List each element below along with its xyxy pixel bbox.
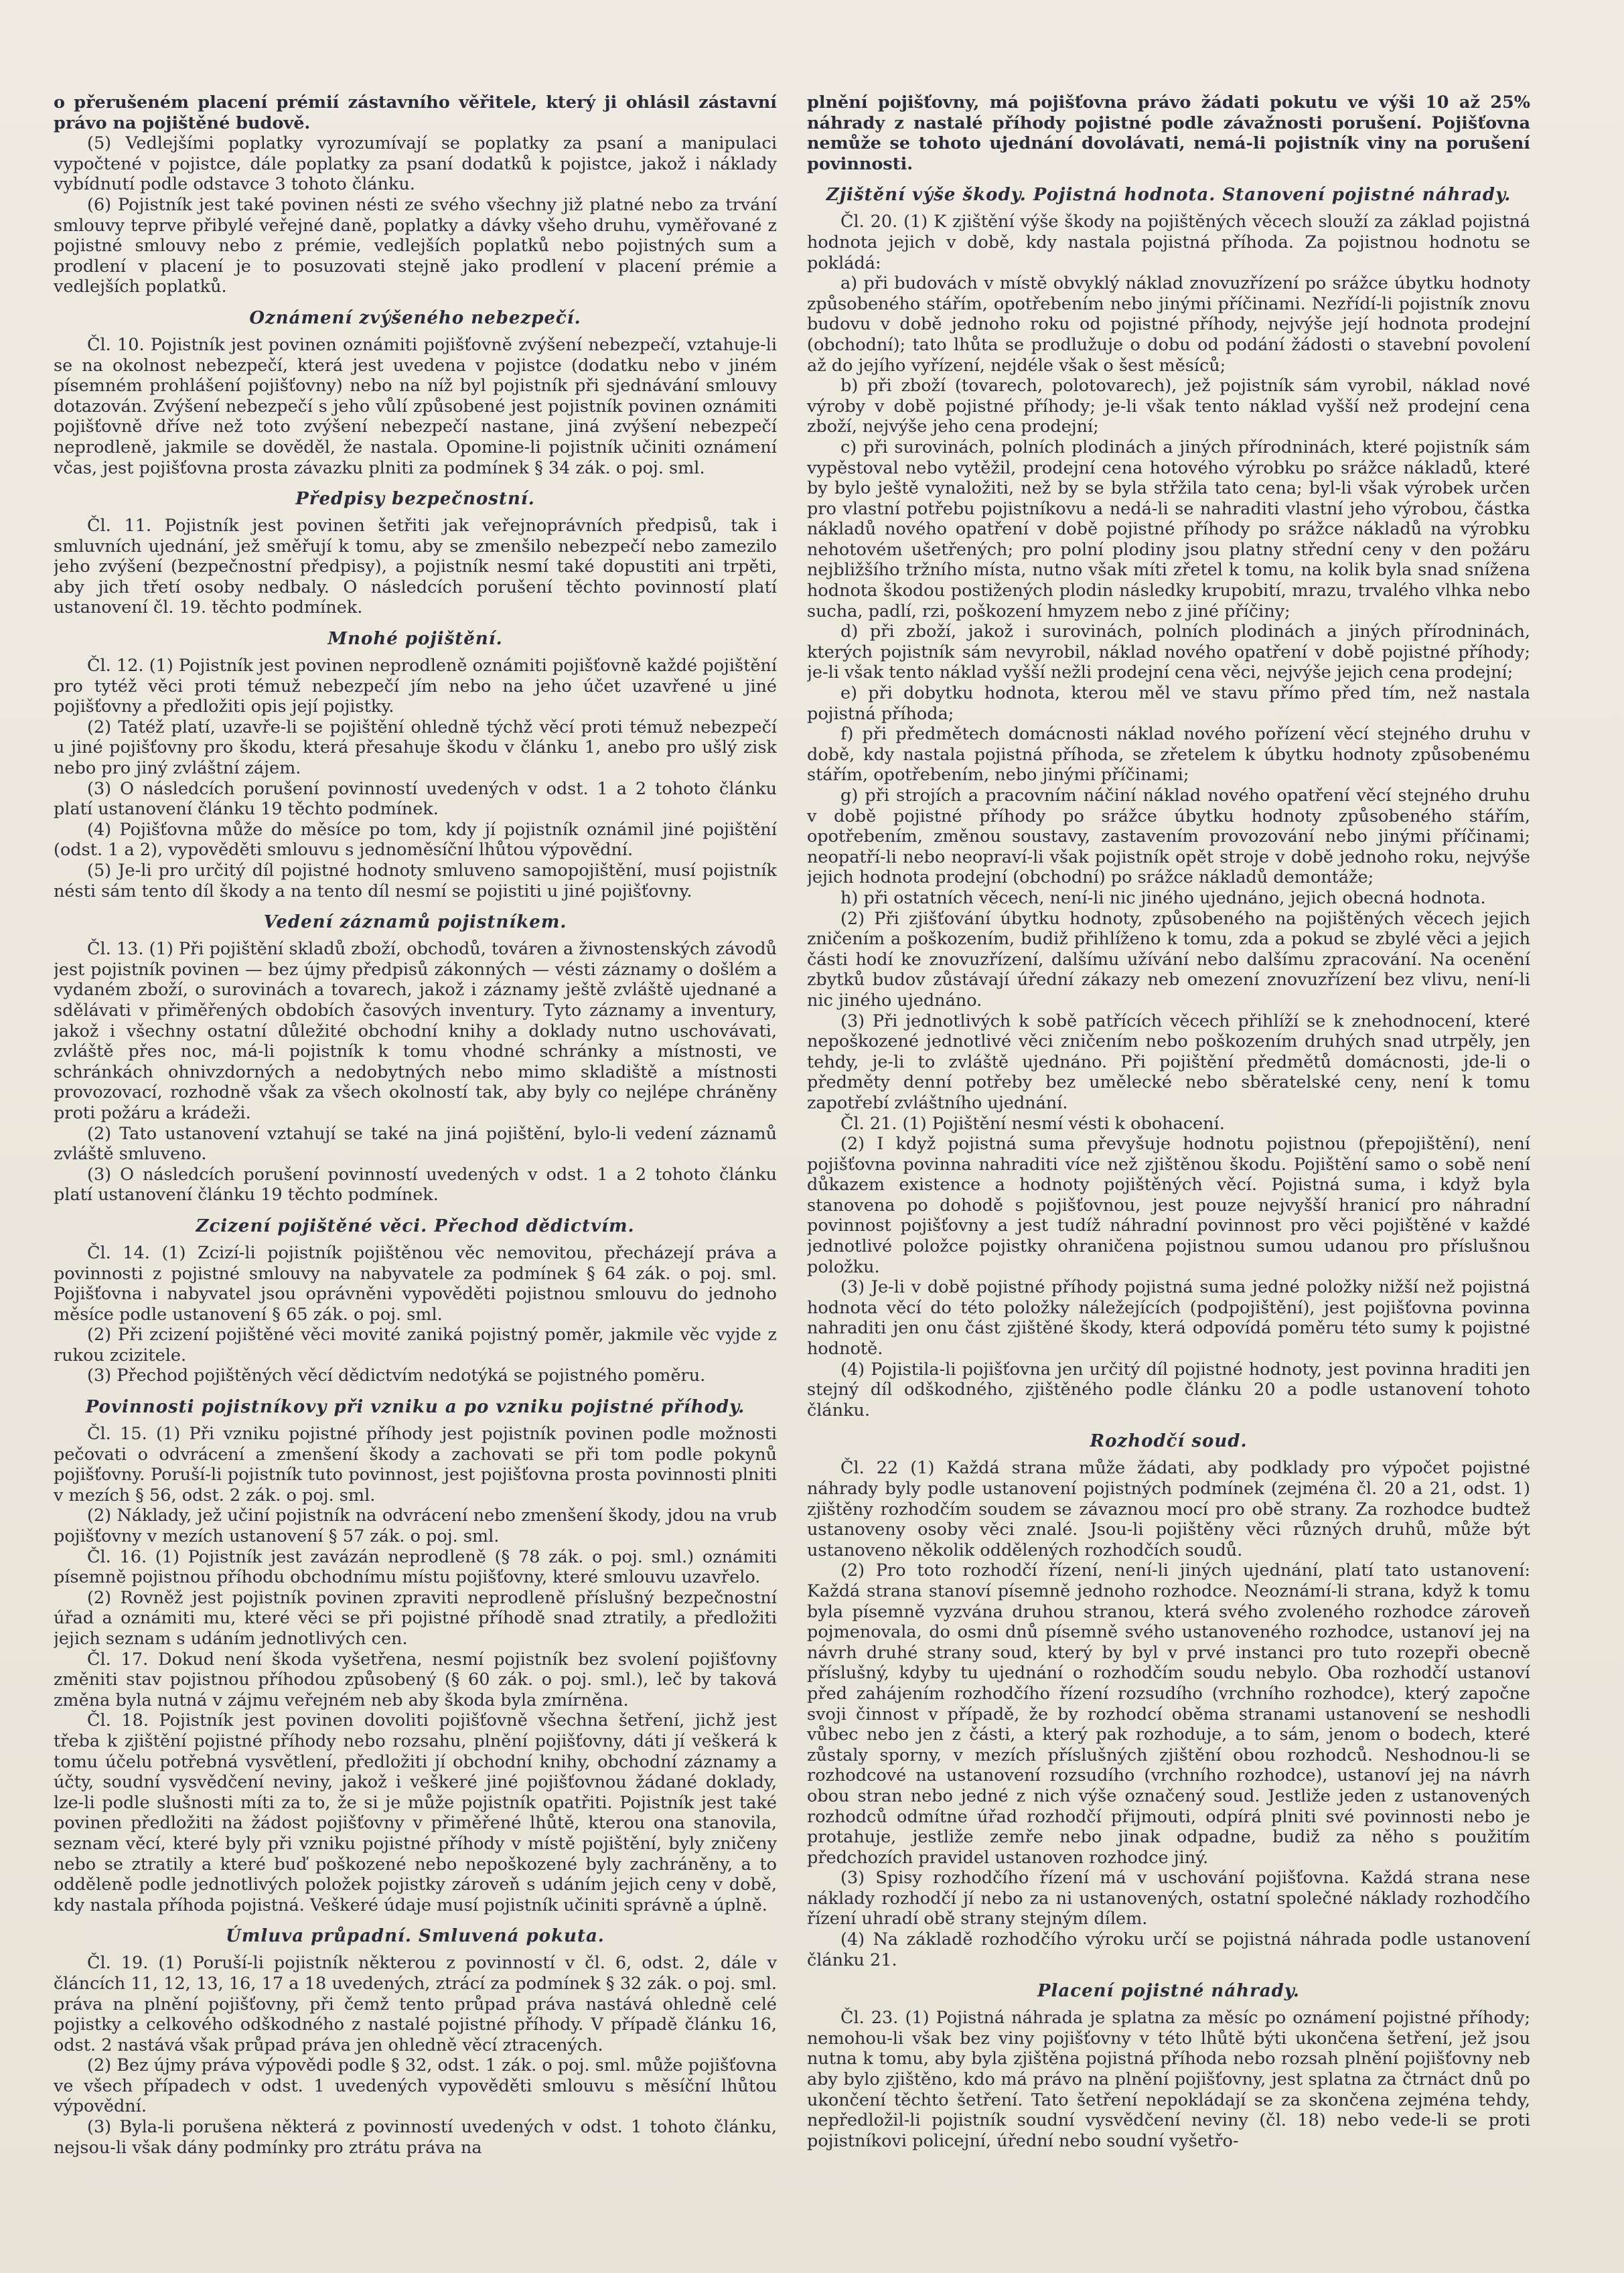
- paragraph: g) při strojích a pracovním náčiní náklad nového opatření věcí stejného druhu v době pojistné příhody po srážce úbytku hodnoty způsobeného stářím, opotřebením, změnou soustavy, zastavením provozování nebo jinými příčinami; neopatří-li nebo neopraví-li však pojistník opět stroje v době jednoho roku, nejvýše jejich hodnota prodejní (obchodní) po srážce nákladů demontáže;: [807, 786, 1530, 888]
- paragraph: (3) Byla-li porušena některá z povinností uvedených v odst. 1 tohoto článku, nejsou-li však dány podmínky pro ztrátu práva na: [54, 2117, 777, 2158]
- paragraph: plnění pojišťovny, má pojišťovna právo žádati pokutu ve výši 10 až 25% náhrady z nastalé příhody pojistné podle závažnosti porušení. Pojišťovna nemůže se tohoto ujednání dovolávati, nemá-li pojistník viny na porušení povinnosti.: [807, 92, 1530, 174]
- paragraph: (3) Spisy rozhodčího řízení má v uschování pojišťovna. Každá strana nese náklady rozhodčí jí nebo za ni ustanovených, ostatní společné náklady rozhodčího řízení uhradí obě strany stejným dílem.: [807, 1868, 1530, 1929]
- section-heading-povinnosti-pojistnikovy-pri-vzniku-a-po-: Povinnosti pojistníkovy při vzniku a po vzniku pojistné příhody.: [85, 1397, 745, 1418]
- paragraph: (2) Tato ustanovení vztahují se také na jiná pojištění, bylo-li vedení záznamů zvláště smluveno.: [54, 1123, 777, 1165]
- paragraph: Čl. 21. (1) Pojištění nesmí vésti k obohacení.: [840, 1113, 1225, 1134]
- paragraph: (2) Bez újmy práva výpovědi podle § 32, odst. 1 zák. o poj. sml. může pojišťovna ve všech případech v odst. 1 uvedených vypověděti smlouvu s měsíční lhůtou výpovědní.: [54, 2055, 777, 2117]
- paragraph: (2) I když pojistná suma převyšuje hodnotu pojistnou (přepojištění), není pojišťovna povinna nahraditi více než zjištěnou škodu. Pojištění samo o sobě není důkazem existence a hodnoty pojištěných věcí. Pojistná suma, i když byla stanovena po dohodě s pojišťovnou, jest pouze nejvyšší hranicí pro náhradní povinnost pojišťovny a jest tudíž náhradní povinnost pro věci pojištěné v každé jednotlivé položce pojistky ohraničena pojistnou sumou udanou pro příslušnou položku.: [807, 1134, 1530, 1277]
- paragraph: (2) Rovněž jest pojistník povinen zpraviti neprodleně příslušný bezpečnostní úřad a oznámiti mu, které věci se při pojistné příhodě snad ztratily, a předložiti jejich seznam s udáním jednotlivých cen.: [54, 1587, 777, 1649]
- paragraph: d) při zboží, jakož i surovinách, polních plodinách a jiných přírodninách, kterých pojistník sám nevyrobil, náklad nového opatření v době pojistné příhody; je-li však tento náklad vyšší nežli prodejní cena věci, nejvýše jejich cena prodejní;: [807, 621, 1530, 683]
- paragraph: Čl. 19. (1) Poruší-li pojistník některou z povinností v čl. 6, odst. 2, dále v článcích 11, 12, 13, 16, 17 a 18 uvedených, ztrácí za podmínek § 32 zák. o poj. sml. práva na plnění pojišťovny, při čemž tento průpad práva nastává ohledně celé pojistky a celkového odškodného z nastalé pojistné příhody. V případě článku 16, odst. 2 nastává však průpad práva jen ohledně věcí ztracených.: [54, 1953, 777, 2055]
- paragraph: (5) Je-li pro určitý díl pojistné hodnoty smluveno samopojištění, musí pojistník nésti sám tento díl škody a na tento díl nesmí se pojistiti u jiné pojišťovny.: [54, 861, 777, 901]
- paragraph: (2) Při zjišťování úbytku hodnoty, způsobeného na pojištěných věcech jejich zničením a poškozením, budiž přihlíženo k tomu, zda a pokud se zbylé věci a jejich části hodí ke znovuzřízení, dalšímu užívání nebo dalšímu zpracování. Na ocenění zbytků budov zůstávají úřední zákazy neb omezení znovuzřízení bez vlivu, není-li nic jiného ujednáno.: [807, 908, 1530, 1011]
- paragraph: (6) Pojistník jest také povinen nésti ze svého všechny již platné nebo za trvání smlouvy teprve přibylé veřejné daně, poplatky a dávky všeho druhu, vyměřované z pojistné smlouvy nebo z prémie, vedlejších poplatků nebo pojistných sum a prodlení v placení je to posuzovati stejně jako prodlení v placení prémie a vedlejších poplatků.: [54, 194, 777, 297]
- section-heading-placeni-pojistne-nahrady: Placení pojistné náhrady.: [1037, 1981, 1300, 2002]
- paragraph: a) při budovách v místě obvyklý náklad znovuzřízení po srážce úbytku hodnoty způsobeného stářím, opotřebením nebo jinými příčinami. Nezřídí-li pojistník znovu budovu v době jednoho roku od pojistné příhody, nejvýše její hodnota prodejní (obchodní); tato lhůta se prodlužuje o dobu od podání žádosti o stavební povolení až do jejího vyřízení, nejdéle však o šest měsíců;: [807, 273, 1530, 376]
- left-column: [54, 92, 777, 2256]
- paragraph: Čl. 13. (1) Při pojištění skladů zboží, obchodů, továren a živnostenských závodů jest pojistník povinen — bez újmy předpisů zákonných — vésti záznamy o došlém a vydaném zboží, o surovinách a tovarech, jakož i záznamy ještě zvláště ujednané a sdělávati v přiměřených obdobích časových inventury. Tyto záznamy a inventury, jakož i všechny ostatní důležité obchodní knihy a doklady nutno uschovávati, zvláště přes noc, má-li pojistník k tomu vhodné schránky a místnosti, ve schránkách ohnivzdorných a nedobytných nebo mimo skladiště a místnosti provozovací, rozhodně však za všech okolností tak, aby byly co nejlépe chráněny proti požáru a krádeži.: [54, 939, 777, 1123]
- paragraph: (3) O následcích porušení povinností uvedených v odst. 1 a 2 tohoto článku platí ustanovení článku 19 těchto podmínek.: [54, 1164, 777, 1205]
- paragraph: Čl. 11. Pojistník jest povinen šetřiti jak veřejnoprávních předpisů, tak i smluvních ujednání, jež směřují k tomu, aby se zmenšilo nebezpečí nebo zamezilo jeho zvýšení (bezpečnostní předpisy), a pojistník nesmí také dopustiti ani trpěti, aby jich třetí osoby nedbaly. O následcích porušení těchto povinností platí ustanovení čl. 19. těchto podmínek.: [54, 516, 777, 618]
- paragraph: e) při dobytku hodnota, kterou měl ve stavu přímo před tím, než nastala pojistná příhoda;: [807, 683, 1530, 724]
- section-heading-umluva-prupadni-smluvena-pokuta: Úmluva průpadní. Smluvená pokuta.: [226, 1926, 605, 1947]
- paragraph: Čl. 16. (1) Pojistník jest zavázán neprodleně (§ 78 zák. o poj. sml.) oznámiti písemně pojistnou příhodu obchodnímu místu pojišťovny, které smlouvu uzavřelo.: [54, 1546, 777, 1588]
- paragraph: Čl. 20. (1) K zjištění výše škody na pojištěných věcech slouží za základ pojistná hodnota jejich v době, kdy nastala pojistná příhoda. Za pojistnou hodnotu se pokládá:: [807, 212, 1530, 273]
- paragraph: Čl. 18. Pojistník jest povinen dovoliti pojišťovně všechna šetření, jichž jest třeba k zjištění pojistné příhody nebo rozsahu, plnění pojišťovny, dáti jí veškerá k tomu účelu potřebná vysvětlení, předložiti jí obchodní knihy, obchodní záznamy a účty, soudní vysvědčení neviny, jakož i veškeré jiné pojišťovnou žádané doklady, lze-li podle slušnosti míti za to, že si je může pojistník opatřiti. Pojistník jest také povinen předložiti na žádost pojišťovny v přiměřené lhůtě, kterou ona stanovila, seznam věcí, které byly při vzniku pojistné příhody v místě pojištění, byly zničeny nebo se ztratily a které buď poškozené nebo nepoškozené byly zachráněny, a to odděleně podle jednotlivých položek pojistky zároveň s udáním jejich ceny v době, kdy nastala příhoda pojistná. Veškeré údaje musí pojistník učiniti správně a úplně.: [54, 1710, 777, 1915]
- section-heading-rozhodci-soud: Rozhodčí soud.: [1090, 1431, 1248, 1452]
- paragraph: (3) Je-li v době pojistné příhody pojistná suma jedné položky nižší než pojistná hodnota věcí do této položky náležejících (podpojištění), jest pojišťovna povinna nahraditi jen onu část zjištěné škody, která odpovídá poměru této sumy k pojistné hodnotě.: [807, 1277, 1530, 1360]
- paragraph: (3) Přechod pojištěných věcí dědictvím nedotýká se pojistného poměru.: [87, 1366, 706, 1386]
- paragraph: h) při ostatních věcech, není-li nic jiného ujednáno, jejich obecná hodnota.: [840, 887, 1486, 908]
- section-heading-oznameni-zvyseneho-nebezpeci: Oznámení zvýšeného nebezpečí.: [249, 307, 581, 328]
- paragraph: Čl. 23. (1) Pojistná náhrada je splatna za měsíc po oznámení pojistné příhody; nemohou-li však bez viny pojišťovny v této lhůtě býti ukončena šetření, jež jsou nutna k tomu, aby byla zjištěna pojistná příhoda nebo rozsah plnění pojišťovny neb aby bylo zjištěno, kdo má právo na plnění pojišťovny, jest splatna za čtrnáct dnů po ukončení těchto šetření. Tato šetření nepokládají se za skončena zejména tehdy, nepředložil-li pojistník soudní vysvědčení neviny (čl. 18) nebo vede-li se proti pojistníkovi policejní, úřední nebo soudní vyšetřo-: [807, 2008, 1530, 2151]
- paragraph: (2) Tatéž platí, uzavře-li se pojištění ohledně týchž věcí proti témuž nebezpečí u jiné pojišťovny pro škodu, která přesahuje škodu v článku 1, anebo pro ušlý zisk nebo pro jiný zvláštní zájem.: [54, 717, 777, 779]
- paragraph: (3) O následcích porušení povinností uvedených v odst. 1 a 2 tohoto článku platí ustanovení článku 19 těchto podmínek.: [54, 778, 777, 820]
- paragraph: Čl. 14. (1) Zcizí-li pojistník pojištěnou věc nemovitou, přecházejí práva a povinnosti z pojistné smlouvy na nabyvatele za podmínek § 64 zák. o poj. sml. Pojišťovna i nabyvatel jsou oprávněni vypověděti pojistnou smlouvu do jednoho měsíce podle ustanovení § 65 zák. o poj. sml.: [54, 1242, 777, 1325]
- paragraph: (2) Náklady, jež učiní pojistník na odvrácení nebo zmenšení škody, jdou na vrub pojišťovny v mezích ustanovení § 57 zák. o poj. sml.: [54, 1506, 777, 1547]
- paragraph: (5) Vedlejšími poplatky vyrozumívají se poplatky za psaní a manipulaci vypočtené v pojistce, dále poplatky za psaní dodatků k pojistce, jakož i náklady vybídnutí podle odstavce 3 tohoto článku.: [54, 133, 777, 195]
- paragraph: (2) Pro toto rozhodčí řízení, není-li jiných ujednání, platí tato ustanovení: Každá strana stanoví písemně jednoho rozhodce. Neoznámí-li strana, když k tomu byla písemně vyzvána druhou stranou, která svého zvoleného rozhodce zároveň pojmenovala, do osmi dnů písemně svého ustanoveného rozhodce, ustanoví jej na návrh druhé strany soud, který by byl v prvé instanci pro tuto rozepři obecně příslušný, kdyby tu ujednání o rozhodčím soudu nebylo. Oba rozhodčí ustanoví před zahájením rozhodčího řízení rozsudího (vrchního rozhodce), který započne svoji činnost v případě, že by rozhodcí oběma stranami ustanovení se neshodli vůbec nebo jen z části, a který pak rozhoduje, a to sám, jenom o bodech, které zůstaly sporny, v mezích příslušných zjištění obou rozhodců. Neshodnou-li se rozhodcové na ustanovení rozsudího (vrchního rozhodce), ustanoví jej na návrh obou stran nebo jedné z nich výše označený soud. Jestliže jeden z ustanovených rozhodců odmítne úřad rozhodčí přijmouti, odpírá plniti své povinnosti nebo je protahuje, jestliže zemře nebo jinak odpadne, budiž za něho s použitím předchozích pravidel ustanoven rozhodce jiný.: [807, 1560, 1530, 1868]
- paragraph: (4) Na základě rozhodčího výroku určí se pojistná náhrada podle ustanovení článku 21.: [807, 1929, 1530, 1970]
- paragraph: o přerušeném placení prémií zástavního věřitele, který ji ohlásil zástavní právo na pojištěné budově.: [54, 92, 777, 133]
- section-heading-mnohe-pojisteni: Mnohé pojištění.: [327, 629, 503, 650]
- paragraph: Čl. 12. (1) Pojistník jest povinen neprodleně oznámiti pojišťovně každé pojištění pro tytéž věci proti témuž nebezpečí jím nebo na jeho účet uzavřené u jiné pojišťovny a předložiti opis její pojistky.: [54, 656, 777, 717]
- paragraph: (4) Pojistila-li pojišťovna jen určitý díl pojistné hodnoty, jest povinna hraditi jen stejný díl odškodného, zjištěného podle článku 20 a podle ustanovení tohoto článku.: [807, 1359, 1530, 1420]
- right-column: [807, 92, 1530, 2256]
- paragraph: Čl. 22 (1) Každá strana může žádati, aby podklady pro výpočet pojistné náhrady byly podle ustanovení pojistných podmínek (zejména čl. 20 a 21, odst. 1) zjištěny rozhodčím soudem se závaznou mocí pro obě strany. Za rozhodce budtež ustanoveny osoby věci znalé. Jsou-li pojištěny věci různých druhů, může být ustanoveno několik oddělených rozhodčích soudů.: [807, 1458, 1530, 1560]
- paragraph: (2) Při zcizení pojištěné věci movité zaniká pojistný poměr, jakmile věc vyjde z rukou zcizitele.: [54, 1325, 777, 1366]
- paragraph: Čl. 15. (1) Při vzniku pojistné příhody jest pojistník povinen podle možnosti pečovati o odvrácení a zmenšení škody a zachovati se při tom podle pokynů pojišťovny. Poruší-li pojistník tuto povinnost, jest pojišťovna prosta povinnosti plniti v mezích § 56, odst. 2 zák. o poj. sml.: [54, 1424, 777, 1506]
- paragraph: c) při surovinách, polních plodinách a jiných přírodninách, které pojistník sám vypěstoval nebo vytěžil, prodejní cena hotového výrobku po srážce nákladů, které by bylo ještě vynaložiti, než by se byla střžila tato cena; byl-li však výrobek určen pro vlastní potřebu pojistníkovu a nedá-li se nahraditi vlastní jeho výrobou, částka nákladů nového opatření v době pojistné příhody po srážce nákladů na výrobku nehotovém ušetřených; pro polní plodiny jsou platny střední ceny v den požáru nejbližšího tržního místa, nutno však míti zřetel k tomu, na kolik byla snad snížena hodnota škodou postižených plodin následky krupobití, mrazu, trvalého vlhka nebo sucha, padlí, rzi, poškození hmyzem nebo z jiné příčiny;: [807, 437, 1530, 621]
- section-heading-vedeni-zaznamu-pojistnikem: Vedení záznamů pojistníkem.: [263, 912, 567, 933]
- paragraph: (4) Pojišťovna může do měsíce po tom, kdy jí pojistník oznámil jiné pojištění (odst. 1 a 2), vypověděti smlouvu s jednoměsíční lhůtou výpovědní.: [54, 819, 777, 861]
- paragraph: Čl. 17. Dokud není škoda vyšetřena, nesmí pojistník bez svolení pojišťovny změniti stav pojistnou příhodou způsobený (§ 60 zák. o poj. sml.), leč by taková změna byla nutná v zájmu veřejném neb aby škoda byla zmírněna.: [54, 1649, 777, 1710]
- paragraph: b) při zboží (tovarech, polotovarech), jež pojistník sám vyrobil, náklad nové výroby v době pojistné příhody; je-li však tento náklad vyšší než prodejní cena zboží, nejvýše jeho cena prodejní;: [807, 376, 1530, 437]
- paragraph: (3) Při jednotlivých k sobě patřících věcech přihlíží se k znehodnocení, které nepoškozené jednotlivé věci zničením nebo poškozením druhých snad utrpěly, jen tehdy, je-li to zvláště ujednáno. Při pojištění předmětů domácnosti, jde-li o předměty denní potřeby bez umělecké nebo sběratelské ceny, není k tomu zapotřebí zvláštního ujednání.: [807, 1011, 1530, 1113]
- paragraph: f) při předmětech domácnosti náklad nového pořízení věcí stejného druhu v době, kdy nastala pojistná příhoda, se zřetelem k úbytku hodnoty způsobenému stářím, opotřebením, nebo jinými příčinami;: [807, 724, 1530, 786]
- section-heading-zcizeni-pojistene-veci-prechod-dedictvim: Zcizení pojištěné věci. Přechod dědictvím.: [196, 1216, 635, 1236]
- paragraph: Čl. 10. Pojistník jest povinen oznámiti pojišťovně zvýšení nebezpečí, vztahuje-li se na okolnost nebezpečí, která jest uvedena v pojistce (dodatku nebo v jiném písemném prohlášení pojišťovny) nebo na níž byl pojistník při sjednávání smlouvy dotazován. Zvýšení nebezpečí s jeho vůlí způsobené jest pojistník povinen oznámiti pojišťovně dříve než toto zvýšení nebezpečí nastane, jiná zvýšení nebezpečí neprodleně, jakmile se dověděl, že nastala. Opomine-li pojistník učiniti oznámení včas, jest pojišťovna prosta závazku plniti za podmínek § 34 zák. o poj. sml.: [54, 334, 777, 478]
- section-heading-zjisteni-vyse-skody-pojistna-hodnota-sta: Zjištění výše škody. Pojistná hodnota. Stanovení pojistné náhrady.: [826, 185, 1511, 206]
- section-heading-predpisy-bezpecnostni: Předpisy bezpečnostní.: [295, 489, 535, 510]
